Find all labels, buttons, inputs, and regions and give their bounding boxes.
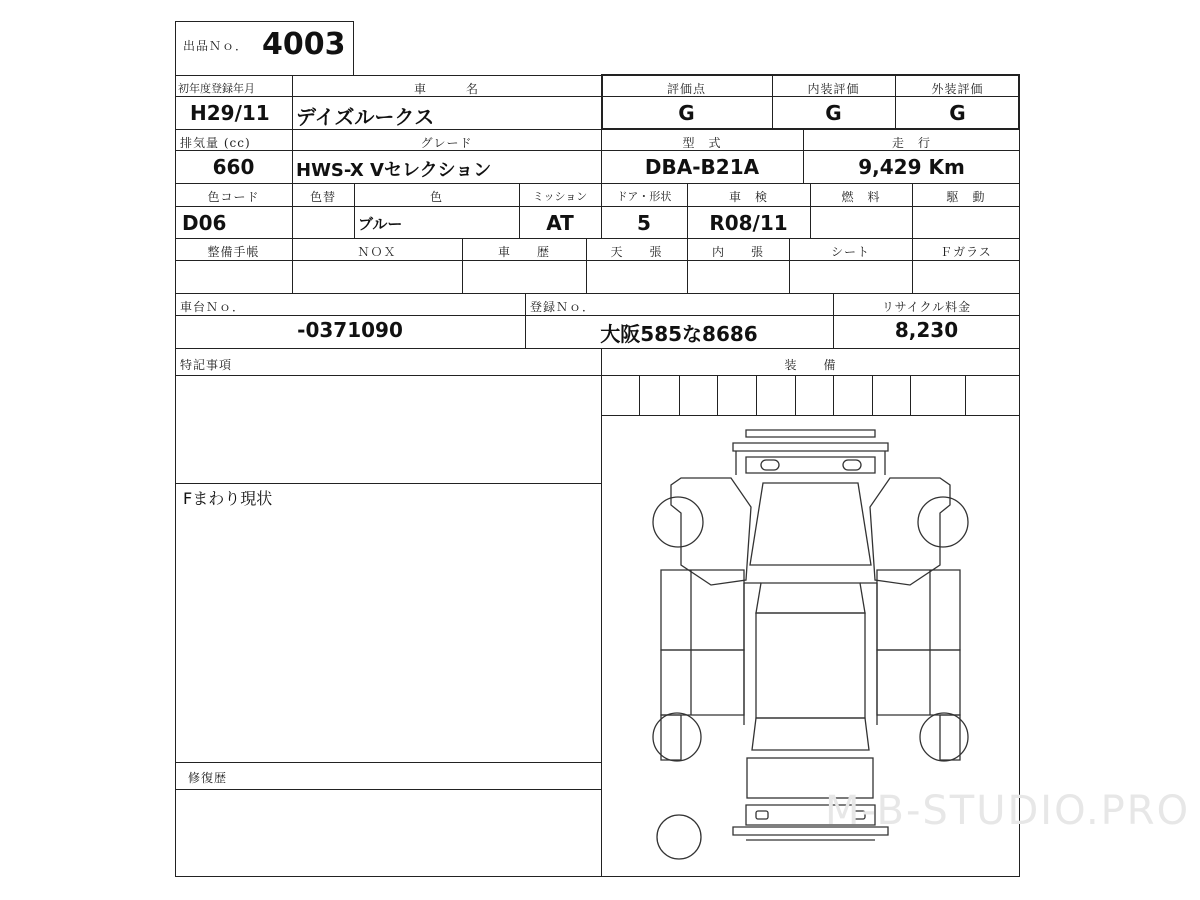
maintenance-book-label: 整備手帳	[207, 245, 260, 259]
color-code-label: 色コード	[207, 190, 260, 204]
doors-value: 5	[637, 211, 651, 235]
interior-value: G	[825, 101, 842, 125]
doors-label: ドア・形状	[616, 190, 672, 203]
color-value: ブルー	[358, 215, 403, 233]
color-code-value: D06	[182, 211, 227, 235]
chassis-value: -0371090	[297, 318, 403, 342]
car-name-value: デイズルークス	[296, 105, 435, 129]
plate-value: 大阪585な8686	[600, 322, 758, 346]
special-notes-label: 特記事項	[180, 358, 233, 372]
drive-label: 駆 動	[946, 190, 986, 204]
roof-label: 天 張	[610, 245, 663, 259]
inspection-label: 車 検	[728, 190, 768, 204]
mileage-label: 走 行	[891, 136, 931, 150]
color-label: 色	[429, 190, 443, 204]
score-value: G	[678, 101, 695, 125]
score-label: 評価点	[666, 82, 706, 96]
front-condition-text: Fまわり現状	[183, 489, 273, 508]
interior-label: 内装評価	[807, 82, 860, 96]
mileage-value: 9,429 Km	[858, 155, 965, 179]
model-label: 型 式	[682, 136, 722, 150]
nox-label: ＮＯＸ	[357, 245, 397, 259]
lot-label: 出品Ｎｏ．	[183, 39, 249, 53]
model-value: DBA-B21A	[644, 155, 760, 179]
repair-history-label: 修復歴	[188, 771, 228, 785]
chassis-label: 車台Ｎｏ．	[180, 300, 246, 314]
mission-label: ミッション	[532, 190, 588, 203]
recycle-value: 8,230	[894, 318, 959, 342]
front-glass-label: Ｆガラス	[940, 245, 992, 259]
mission-value: AT	[546, 211, 574, 235]
displacement-value: 660	[212, 155, 255, 179]
seat-label: シート	[830, 245, 870, 259]
exterior-label: 外装評価	[931, 82, 984, 96]
displacement-label: 排気量 (cc)	[180, 136, 251, 150]
equipment-label: 装 備	[784, 358, 837, 372]
recycle-label: リサイクル料金	[881, 300, 972, 314]
exterior-value: G	[949, 101, 966, 125]
grade-label: グレード	[420, 136, 473, 150]
registration-value: H29/11	[190, 101, 270, 125]
fuel-label: 燃 料	[841, 190, 881, 204]
plate-label: 登録Ｎｏ．	[530, 300, 596, 314]
registration-label: 初年度登録年月	[178, 82, 255, 95]
inner-lining-label: 内 張	[711, 245, 764, 259]
car-history-label: 車 歴	[497, 245, 550, 259]
inspection-value: R08/11	[709, 211, 788, 235]
grade-value: HWS-X Vセレクション	[296, 160, 492, 181]
lot-number: 4003	[262, 27, 346, 62]
color-change-label: 色替	[309, 190, 336, 204]
car-name-label: 車 名	[413, 82, 479, 96]
watermark: M-B-STUDIO.PRO	[825, 788, 1191, 834]
